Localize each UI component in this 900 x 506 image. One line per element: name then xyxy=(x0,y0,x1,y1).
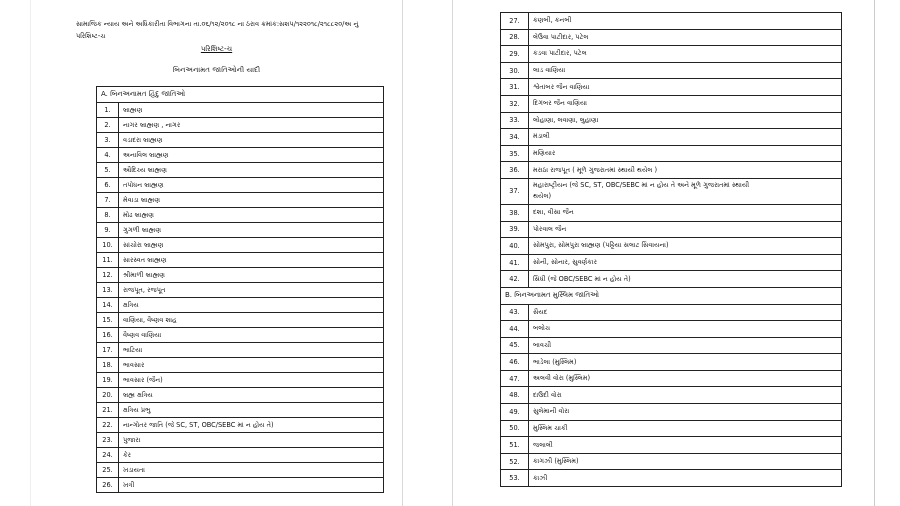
table-row xyxy=(501,46,842,63)
caste-name: અનાવિલ બ્રાહ્મણ xyxy=(119,148,384,163)
table-row xyxy=(501,162,842,179)
caste-name: મેવાડા બ્રાહ્મણ xyxy=(119,193,384,208)
row-number: 19. xyxy=(97,373,119,388)
caste-name: લેઉવા પાટીદાર, પટેલ xyxy=(529,29,842,46)
caste-name: ખત્રી xyxy=(119,478,384,493)
table-row xyxy=(97,178,384,193)
table-row xyxy=(97,268,384,283)
row-number: 12. xyxy=(97,268,119,283)
row-number: 52. xyxy=(501,453,529,470)
row-number: 2. xyxy=(97,118,119,133)
caste-table-right xyxy=(500,12,842,487)
row-number: 5. xyxy=(97,163,119,178)
row-number: 24. xyxy=(97,448,119,463)
table-row xyxy=(501,129,842,146)
document-page-right xyxy=(452,0,875,506)
caste-name: સોમપુરા, સોમપુરા બ્રાહ્મણ (પટ્ટિયા સલાટ સિવાયના) xyxy=(529,238,842,255)
row-number: 37. xyxy=(501,178,529,204)
resolution-header-annex: પરિશિષ્ટ-ચ xyxy=(76,32,106,40)
table-row xyxy=(501,420,842,437)
caste-name: કાગઝી (મુસ્લિમ) xyxy=(529,453,842,470)
row-number: 31. xyxy=(501,79,529,96)
row-number: 27. xyxy=(501,13,529,30)
row-number: 53. xyxy=(501,470,529,487)
caste-name: વાણિયા, વૈષ્ણવ શાહ xyxy=(119,313,384,328)
caste-name: ક્ષત્રિય પ્રભુ xyxy=(119,403,384,418)
table-row xyxy=(501,437,842,454)
caste-name: રાજપૂત, રજપૂત xyxy=(119,283,384,298)
table-row xyxy=(501,238,842,255)
row-number: 42. xyxy=(501,271,529,288)
annex-title xyxy=(31,45,402,54)
caste-name: મંડાલી xyxy=(529,129,842,146)
row-number: 26. xyxy=(97,478,119,493)
caste-name: પોરવાલ જૈન xyxy=(529,221,842,238)
table-row xyxy=(501,337,842,354)
row-number: 20. xyxy=(97,388,119,403)
row-number: 29. xyxy=(501,46,529,63)
table-row xyxy=(97,388,384,403)
row-number: 25. xyxy=(97,463,119,478)
table-row xyxy=(97,418,384,433)
row-number: 14. xyxy=(97,298,119,313)
table-row xyxy=(97,373,384,388)
row-number: 28. xyxy=(501,29,529,46)
row-number: 4. xyxy=(97,148,119,163)
row-number: 13. xyxy=(97,283,119,298)
table-row xyxy=(501,453,842,470)
caste-name: અલવી વોરા (મુસ્લિમ) xyxy=(529,370,842,387)
caste-name: લાડ વાણિયા xyxy=(529,62,842,79)
caste-name: જલાલી xyxy=(529,437,842,454)
table-row xyxy=(97,403,384,418)
caste-name: ભાડેલા (મુસ્લિમ) xyxy=(529,354,842,371)
table-row xyxy=(97,223,384,238)
table-row xyxy=(97,328,384,343)
caste-name: મણિયાર xyxy=(529,145,842,162)
table-row xyxy=(97,478,384,493)
page-gap xyxy=(403,0,452,506)
table-row xyxy=(501,29,842,46)
caste-name: શ્વેતાંબર જૈન વાણિયા xyxy=(529,79,842,96)
row-number: 15. xyxy=(97,313,119,328)
caste-name: દિગંબર જૈન વાણિયા xyxy=(529,95,842,112)
row-number: 34. xyxy=(501,129,529,146)
row-number: 6. xyxy=(97,178,119,193)
row-number: 47. xyxy=(501,370,529,387)
caste-name: બ્રહ્મ ક્ષત્રિય xyxy=(119,388,384,403)
row-number: 41. xyxy=(501,254,529,271)
row-number: 44. xyxy=(501,321,529,338)
row-number: 39. xyxy=(501,221,529,238)
caste-name: શ્રીમાળી બ્રાહ્મણ xyxy=(119,268,384,283)
table-row xyxy=(501,304,842,321)
row-number: 36. xyxy=(501,162,529,179)
row-number: 21. xyxy=(97,403,119,418)
table-row xyxy=(501,112,842,129)
row-number: 48. xyxy=(501,387,529,404)
caste-name: સોની, સોનાર, સુવર્ણકાર xyxy=(529,254,842,271)
table-row xyxy=(501,95,842,112)
row-number: 49. xyxy=(501,404,529,421)
row-number: 32. xyxy=(501,95,529,112)
caste-name: ભાવસાર (જૈન) xyxy=(119,373,384,388)
table-row xyxy=(97,253,384,268)
caste-table-left xyxy=(96,86,384,493)
caste-name: વડાદરા બ્રાહ્મણ xyxy=(119,133,384,148)
row-number: 30. xyxy=(501,62,529,79)
table-row xyxy=(97,358,384,373)
table-row xyxy=(501,254,842,271)
table-row xyxy=(97,163,384,178)
table-row xyxy=(97,238,384,253)
caste-name: ભાવસાર xyxy=(119,358,384,373)
table-row xyxy=(501,370,842,387)
row-number: 40. xyxy=(501,238,529,255)
table-row xyxy=(501,354,842,371)
table-row xyxy=(501,204,842,221)
row-number: 38. xyxy=(501,204,529,221)
caste-name: કણબી, કનબી xyxy=(529,13,842,30)
row-number: 1. xyxy=(97,103,119,118)
table-row xyxy=(97,208,384,223)
caste-name: સારસ્વત બ્રાહ્મણ xyxy=(119,253,384,268)
row-number: 33. xyxy=(501,112,529,129)
caste-name: બ્રાહ્મણ xyxy=(119,103,384,118)
row-number: 8. xyxy=(97,208,119,223)
table-row xyxy=(97,283,384,298)
table-row xyxy=(97,343,384,358)
caste-name: ઔદિચ્ય બ્રાહ્મણ xyxy=(119,163,384,178)
caste-name: નાગર બ્રાહ્મણ , નાગર xyxy=(119,118,384,133)
table-row xyxy=(501,221,842,238)
caste-name: સુલેમાની વોરા xyxy=(529,404,842,421)
section-header-row xyxy=(501,287,842,304)
caste-name xyxy=(529,178,842,204)
caste-name-line: મહારાષ્ટ્રીયન (જે SC, ST, OBC/SEBC માં ન હોય તે અને મૂળે ગુજરાતમાં સ્થાયી xyxy=(533,181,750,190)
caste-name: ગુગળી બ્રાહ્મણ xyxy=(119,223,384,238)
row-number: 11. xyxy=(97,253,119,268)
table-row xyxy=(501,79,842,96)
table-row xyxy=(97,433,384,448)
caste-name: પુજારા xyxy=(119,433,384,448)
section-header: B. બિનઅનામત મુસ્લિમ જાતિઓ xyxy=(501,287,842,304)
table-row xyxy=(501,404,842,421)
caste-name-line: થયેલ) xyxy=(533,192,552,201)
table-row xyxy=(501,321,842,338)
row-number: 16. xyxy=(97,328,119,343)
row-number: 7. xyxy=(97,193,119,208)
table-row xyxy=(501,145,842,162)
list-subtitle: બિનઅનામત જાતિઓની યાદી xyxy=(172,65,261,74)
caste-name: મોઢ બ્રાહ્મણ xyxy=(119,208,384,223)
row-number: 51. xyxy=(501,437,529,454)
table-row xyxy=(97,298,384,313)
caste-name: દાઉદી વોરા xyxy=(529,387,842,404)
annex-title-text: પરિશિષ્ટ-ચ xyxy=(200,45,233,53)
caste-name: ભાટિયા xyxy=(119,343,384,358)
caste-name: બાવચી xyxy=(529,337,842,354)
caste-name: સૈયદ xyxy=(529,304,842,321)
row-number: 17. xyxy=(97,343,119,358)
caste-name: નાન્ગોતર જાતિ (જે SC, ST, OBC/SEBC માં ન હોય તે) xyxy=(119,418,384,433)
table-row xyxy=(97,148,384,163)
row-number: 3. xyxy=(97,133,119,148)
row-number: 50. xyxy=(501,420,529,437)
caste-name: કડવા પાટીદાર, પટેલ xyxy=(529,46,842,63)
caste-name: લોહાણા, લવાણા, લુહાણા xyxy=(529,112,842,129)
table-row xyxy=(97,133,384,148)
caste-name: બલોચ xyxy=(529,321,842,338)
document-page-left xyxy=(30,0,403,506)
caste-name: મુસ્લિમ ચાકી xyxy=(529,420,842,437)
table-row xyxy=(97,463,384,478)
table-row xyxy=(501,62,842,79)
caste-name: વૈષ્ણવ વાણિયા xyxy=(119,328,384,343)
table-row xyxy=(97,103,384,118)
caste-name: કેર xyxy=(119,448,384,463)
row-number: 18. xyxy=(97,358,119,373)
table-row xyxy=(97,313,384,328)
caste-name: ક્ષત્રિય xyxy=(119,298,384,313)
table-row xyxy=(97,193,384,208)
row-number: 22. xyxy=(97,418,119,433)
table-row xyxy=(97,448,384,463)
caste-name: તપોધન બ્રાહ્મણ xyxy=(119,178,384,193)
table-row xyxy=(501,470,842,487)
caste-name: દશા, વીસા જૈન xyxy=(529,204,842,221)
caste-name: ખડાયતા xyxy=(119,463,384,478)
row-number: 10. xyxy=(97,238,119,253)
table-row xyxy=(501,387,842,404)
table-row xyxy=(501,271,842,288)
section-header: A. બિનઅનામત હિંદુ જાતિઓ xyxy=(97,87,384,103)
caste-name: સાંચોરા બ્રાહ્મણ xyxy=(119,238,384,253)
row-number: 46. xyxy=(501,354,529,371)
caste-name: કાઝી xyxy=(529,470,842,487)
resolution-header: સામાજિક ન્યાય અને અધિકારીતા વિભાગના તા.૦૬/૧૨/૨૦૧૮ ના ઠરાવ ક્રમાંક:સશપ/૧૨૨૦૧૮/૨૧૮૮૨૦/અ નું xyxy=(76,20,359,28)
row-number: 23. xyxy=(97,433,119,448)
row-number: 43. xyxy=(501,304,529,321)
table-row xyxy=(501,178,842,204)
row-number: 9. xyxy=(97,223,119,238)
row-number: 45. xyxy=(501,337,529,354)
caste-name: સિંધી (જે OBC/SEBC માં ન હોય તે) xyxy=(529,271,842,288)
table-row xyxy=(501,13,842,30)
table-row xyxy=(97,118,384,133)
row-number: 35. xyxy=(501,145,529,162)
caste-name: મરાઠા રાજપૂત ( મૂળે ગુજરાતમાં સ્થાયી થયેલ ) xyxy=(529,162,842,179)
section-header-row xyxy=(97,87,384,103)
